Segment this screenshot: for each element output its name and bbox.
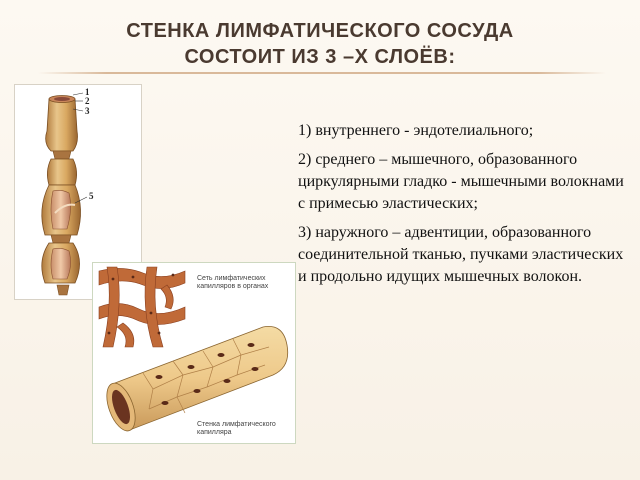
title-line-2: СОСТОИТ ИЗ 3 –Х СЛОЁВ: [184, 46, 456, 68]
title-divider [38, 72, 606, 74]
title-line-1: СТЕНКА ЛИМФАТИЧЕСКОГО СОСУДА [126, 20, 514, 42]
capillary-network-caption: Сеть лимфатических капилляров в органах [197, 275, 269, 290]
vessel-label-5: 5 [89, 191, 94, 201]
vessel-label-2: 2 [85, 96, 90, 106]
vessel-label-3: 3 [85, 106, 90, 116]
slide-title [30, 18, 610, 70]
lymph-capillary-illustration [92, 262, 296, 444]
layer-item-middle: 2) среднего – мышечного, образованного циркулярными гладко - мышечными волокнами с примесью эластических; [298, 151, 624, 212]
layers-list [298, 120, 626, 295]
layer-item-inner: 1) внутреннего - эндотелиального; [298, 122, 534, 139]
layer-item-outer: 3) наружного – адвентиции, образованного соединительной тканью, пучками эластических и продольно идущих мышечных волокон. [298, 224, 624, 285]
capillary-wall-caption: Стенка лимфатического капилляра [197, 421, 276, 436]
vessel-label-1: 1 [85, 87, 90, 97]
